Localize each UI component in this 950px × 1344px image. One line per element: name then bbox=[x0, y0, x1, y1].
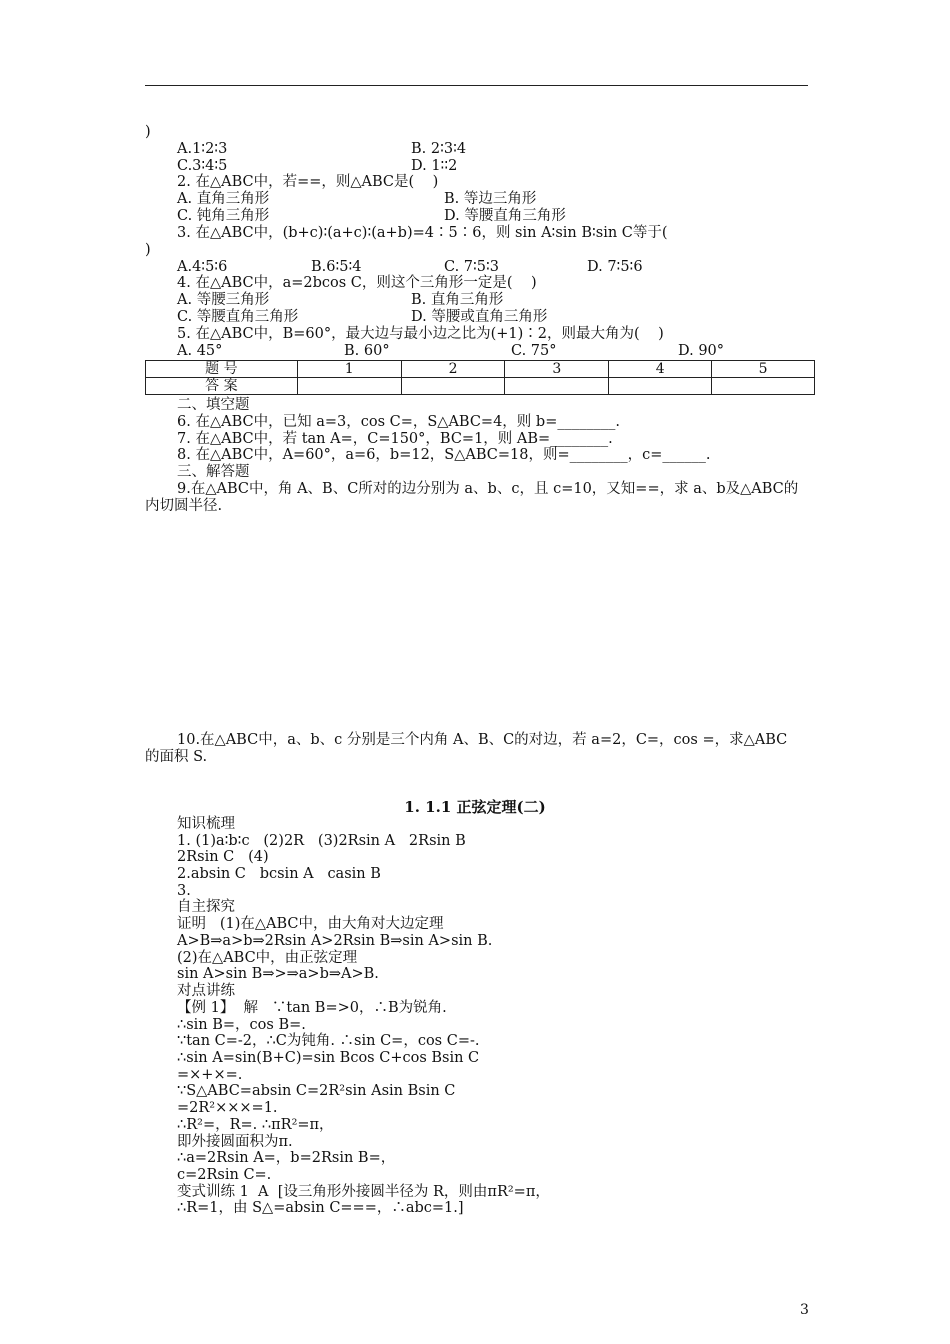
q3-option-d: D. 7∶5∶6 bbox=[587, 259, 643, 275]
q6-text: 6. 在△ABC中，已知 a=3，cos C=，S△ABC=4，则 b=________. bbox=[177, 414, 620, 430]
answer-line: 3. bbox=[177, 883, 191, 899]
answer-cell[interactable] bbox=[712, 378, 815, 395]
answer-cell[interactable] bbox=[401, 378, 505, 395]
answer-line: =×+×=. bbox=[177, 1067, 243, 1083]
q4-option-a: A. 等腰三角形 bbox=[177, 292, 270, 308]
q4-option-b: B. 直角三角形 bbox=[411, 292, 504, 308]
answer-line: ∵S△ABC=absin C=2R²sin Asin Bsin C bbox=[177, 1083, 456, 1099]
question-number-cell: 4 bbox=[609, 361, 712, 378]
q5-option-b: B. 60° bbox=[344, 343, 390, 359]
q8-text: 8. 在△ABC中，A=60°，a=6，b=12，S△ABC=18，则=________，c=______. bbox=[177, 447, 711, 463]
table-row bbox=[146, 378, 815, 395]
answer-line: 对点讲练 bbox=[177, 983, 235, 999]
answer-line: ∵tan C=-2，∴C为钝角. ∴sin C=，cos C=-. bbox=[177, 1033, 480, 1049]
answer-line: =2R²×××=1. bbox=[177, 1100, 278, 1116]
question-number-cell: 3 bbox=[505, 361, 609, 378]
header-rule bbox=[145, 85, 808, 86]
question-number-cell: 1 bbox=[297, 361, 401, 378]
answers-title: 1. 1.1 正弦定理(二) bbox=[404, 798, 546, 816]
answer-cell[interactable] bbox=[505, 378, 609, 395]
q1-option-d: D. 1∶∶2 bbox=[411, 158, 458, 174]
section-heading-fill-in: 二、填空题 bbox=[177, 397, 250, 413]
answer-line: c=2Rsin C=. bbox=[177, 1167, 272, 1183]
q2-option-a: A. 直角三角形 bbox=[177, 191, 270, 207]
answer-line: ∴R²=，R=. ∴πR²=π， bbox=[177, 1117, 334, 1133]
q5-stem: 5. 在△ABC中，B=60°，最大边与最小边之比为(+1)∶2，则最大角为( ) bbox=[177, 326, 664, 342]
q9-line1: 9.在△ABC中，角 A、B、C所对的边分别为 a、b、c，且 c=10，又知==，求 a、b及△ABC的 bbox=[177, 481, 799, 497]
answer-line: (2)在△ABC中，由正弦定理 bbox=[177, 950, 358, 966]
question-number-label: 题 号 bbox=[146, 361, 298, 378]
q10-line1: 10.在△ABC中，a、b、c 分别是三个内角 A、B、C的对边，若 a=2，C=，cos =，求△ABC bbox=[177, 732, 788, 748]
q1-option-c: C.3∶4∶5 bbox=[177, 158, 228, 174]
q10-line2: 的面积 S. bbox=[145, 749, 208, 765]
q5-option-d: D. 90° bbox=[678, 343, 725, 359]
q5-option-a: A. 45° bbox=[177, 343, 223, 359]
table-row bbox=[146, 361, 815, 378]
answer-line: 自主探究 bbox=[177, 899, 235, 915]
section-heading-solve: 三、解答题 bbox=[177, 464, 250, 480]
q1-option-a: A.1∶2∶3 bbox=[177, 141, 228, 157]
answer-line: 即外接圆面积为π. bbox=[177, 1134, 293, 1150]
answer-line: sin A>sin B⇒>⇒a>b⇒A>B. bbox=[177, 966, 379, 982]
question-number-cell: 2 bbox=[401, 361, 505, 378]
q2-option-b: B. 等边三角形 bbox=[444, 191, 537, 207]
q5-option-c: C. 75° bbox=[511, 343, 557, 359]
answer-line: ∴a=2Rsin A=，b=2Rsin B=， bbox=[177, 1150, 396, 1166]
q1-continuation: ) bbox=[145, 124, 151, 140]
answer-line: ∴sin A=sin(B+C)=sin Bcos C+cos Bsin C bbox=[177, 1050, 480, 1066]
answer-line: 【例 1】 解 ∵tan B=>0，∴B为锐角. bbox=[177, 1000, 447, 1016]
answer-label: 答 案 bbox=[146, 378, 298, 395]
question-number-cell: 5 bbox=[712, 361, 815, 378]
answer-line: 证明 (1)在△ABC中，由大角对大边定理 bbox=[177, 916, 444, 932]
answer-cell[interactable] bbox=[297, 378, 401, 395]
q3-option-a: A.4∶5∶6 bbox=[177, 259, 228, 275]
answer-line: ∴R=1，由 S△=absin C===，∴abc=1.] bbox=[177, 1200, 464, 1216]
q7-text: 7. 在△ABC中，若 tan A=，C=150°，BC=1，则 AB=________. bbox=[177, 431, 613, 447]
q3-stem: 3. 在△ABC中，(b+c)∶(a+c)∶(a+b)=4∶5∶6，则 sin A∶sin B∶sin C等于( bbox=[177, 225, 668, 241]
q4-option-c: C. 等腰直角三角形 bbox=[177, 309, 299, 325]
q3-option-b: B.6∶5∶4 bbox=[311, 259, 362, 275]
page-number: 3 bbox=[800, 1302, 809, 1318]
q1-option-b: B. 2∶3∶4 bbox=[411, 141, 467, 157]
answer-line: 2.absin C bcsin A casin B bbox=[177, 866, 381, 882]
q4-option-d: D. 等腰或直角三角形 bbox=[411, 309, 548, 325]
answer-table bbox=[145, 360, 815, 395]
answer-line: A>B⇒a>b⇒2Rsin A>2Rsin B⇒sin A>sin B. bbox=[177, 933, 493, 949]
answer-line: 知识梳理 bbox=[177, 816, 235, 832]
answer-cell[interactable] bbox=[609, 378, 712, 395]
answer-line: ∴sin B=，cos B=. bbox=[177, 1017, 306, 1033]
q9-line2: 内切圆半径. bbox=[145, 498, 223, 514]
q3-continuation: ) bbox=[145, 242, 151, 258]
answer-line: 1. (1)a∶b∶c (2)2R (3)2Rsin A 2Rsin B bbox=[177, 833, 466, 849]
q2-stem: 2. 在△ABC中，若==，则△ABC是( ) bbox=[177, 174, 439, 190]
q3-option-c: C. 7∶5∶3 bbox=[444, 259, 500, 275]
q2-option-c: C. 钝角三角形 bbox=[177, 208, 270, 224]
answer-line: 变式训练 1 A [设三角形外接圆半径为 R，则由πR²=π， bbox=[177, 1184, 550, 1200]
q4-stem: 4. 在△ABC中，a=2bcos C，则这个三角形一定是( ) bbox=[177, 275, 537, 291]
q2-option-d: D. 等腰直角三角形 bbox=[444, 208, 566, 224]
answer-line: 2Rsin C (4) bbox=[177, 849, 269, 865]
